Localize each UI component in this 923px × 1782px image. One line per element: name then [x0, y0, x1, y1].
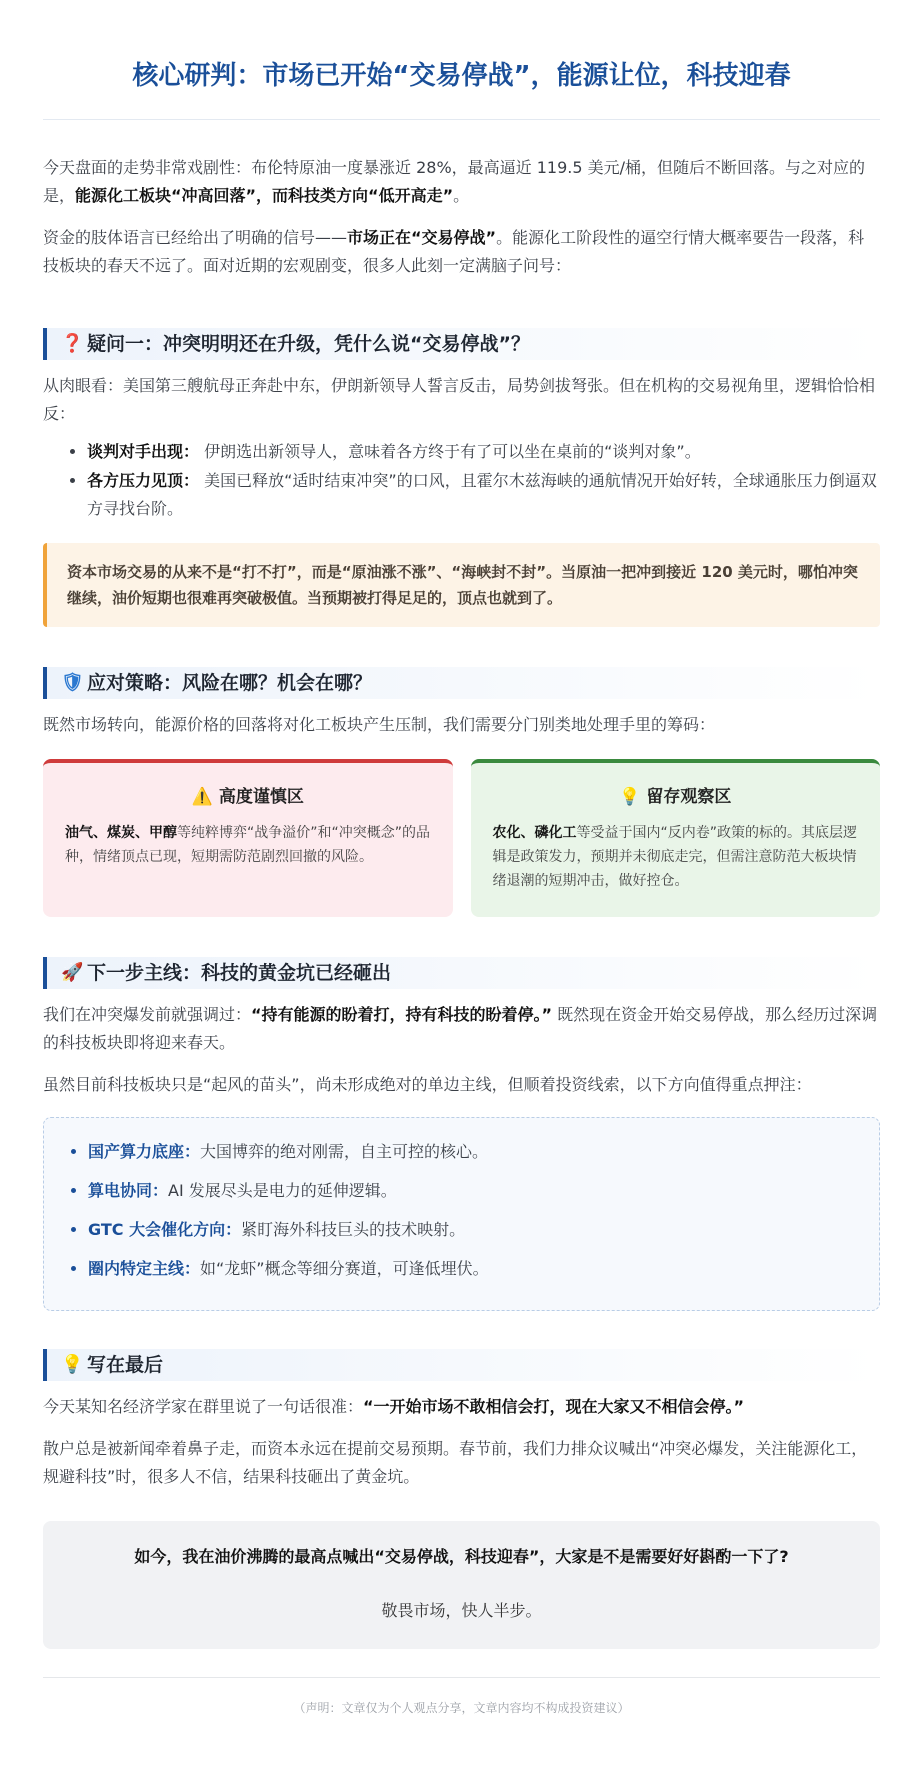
shield-icon: 🛡 [61, 672, 84, 693]
section-paragraph: 虽然目前科技板块只是“起风的苗头”，尚未形成绝对的单边主线，但顺着投资线索，以下方向值得重点押注： [43, 1075, 812, 1094]
focus-label: 圈内特定主线： [88, 1259, 201, 1278]
intro-text: 。能源化工阶段性的逼空行情大概率要告一段落，科技板块的春天不远了。面对近期的宏观剧变，很多人此刻一定满脑子问号： [43, 228, 865, 275]
text: 既然现在资金开始交易停战，那么经历过深调的科技板块即将迎来春天。 [43, 1005, 878, 1052]
section-heading-text: 疑问一：冲突明明还在升级，凭什么说“交易停战”？ [87, 333, 530, 355]
question-icon: ❓ [61, 333, 84, 354]
section-heading-text: 写在最后 [87, 1354, 164, 1376]
highlight-quote: 资本市场交易的从来不是“打不打”，而是“原油涨不涨”、“海峡封不封”。当原油一把冲到接近 120 美元时，哪怕冲突继续，油价短期也很难再突破极值。当预期被打得足足的，顶点也就到了。 [43, 543, 880, 627]
focus-text: 大国博弈的绝对刚需，自主可控的核心。 [200, 1142, 489, 1161]
section-heading-text: 应对策略：风险在哪？机会在哪？ [87, 672, 373, 694]
focus-text: 紧盯海外科技巨头的技术映射。 [241, 1220, 466, 1239]
card-body [493, 821, 859, 893]
section-heading-text: 下一步主线：科技的黄金坑已经砸出 [87, 962, 392, 984]
card-text: 等受益于国内“反内卷”政策的标的。其底层逻辑是政策发力，预期并未彻底走完，但需注意防范大板块情绪退潮的短期冲击，做好控仓。 [492, 825, 858, 889]
list-item-text: 伊朗选出新领导人，意味着各方终于有了可以坐在桌前的“谈判对象”。 [204, 442, 701, 461]
focus-text: 如“龙虾”概念等细分赛道，可逢低埋伏。 [200, 1259, 489, 1278]
watch-card [471, 759, 881, 917]
intro-text: 资金的肢体语言已经给出了明确的信号—— [43, 228, 348, 247]
risk-card [43, 759, 453, 917]
focus-item [88, 1216, 859, 1244]
section-paragraph: 既然市场转向，能源价格的回落将对化工板块产生压制，我们需要分门别类地处理手里的筹码： [43, 715, 716, 734]
card-bold: 油气、煤炭、甲醇 [65, 825, 177, 841]
focus-item [88, 1255, 859, 1283]
focus-label: 国产算力底座： [88, 1142, 201, 1161]
highlight-quote-text: “一开始市场不敢相信会打，现在大家又不相信会停。” [363, 1397, 745, 1416]
list-item [87, 438, 880, 466]
section-heading-mainline [43, 957, 880, 989]
intro-text: 今天盘面的走势非常戏剧性：布伦特原油一度暴涨近 28%，最高逼近 119.5 美元/桶，但随后不断回落。与之对应的是， [43, 158, 866, 205]
bullet-list [43, 438, 880, 523]
focus-list [88, 1138, 859, 1283]
disclaimer: （声明：文章仅为个人观点分享，文章内容均不构成投资建议） [43, 1677, 880, 1762]
card-title-text: 留存观察区 [646, 787, 732, 807]
intro-highlight: 能源化工板块“冲高回落”，而科技类方向“低开高走” [75, 186, 454, 205]
focus-item [88, 1177, 859, 1205]
warning-icon: ⚠️ [191, 787, 213, 807]
list-item [87, 467, 880, 523]
conclusion-question: 如今，我在油价沸腾的最高点喊出“交易停战，科技迎春”，大家是不是需要好好斟酌一下了? [134, 1547, 789, 1566]
page-title: 核心研判：市场已开始“交易停战”，能源让位，科技迎春 [43, 0, 880, 120]
rocket-icon: 🚀 [61, 962, 84, 983]
intro-paragraph-1 [43, 154, 880, 210]
intro-highlight: 市场正在“交易停战” [347, 228, 497, 247]
section-paragraph: 散户总是被新闻牵着鼻子走，而资本永远在提前交易预期。春节前，我们力排众议喊出“冲突必爆发，关注能源化工，规避科技”时，很多人不信，结果科技砸出了黄金坑。 [43, 1439, 868, 1486]
focus-label: 算电协同： [88, 1181, 169, 1200]
section-paragraph: 从肉眼看：美国第三艘航母正奔赴中东，伊朗新领导人誓言反击，局势剑拔弩张。但在机构的交易视角里，逻辑恰恰相反： [43, 376, 876, 423]
section-heading-closing [43, 1349, 880, 1381]
focus-text: AI 发展尽头是电力的延伸逻辑。 [168, 1181, 397, 1200]
card-text: 等纯粹博弈“战争溢价”和“冲突概念”的品种，情绪顶点已现，短期需防范剧烈回撤的风险。 [65, 825, 431, 865]
lightbulb-icon: 💡 [619, 787, 641, 807]
card-title-text: 高度谨慎区 [218, 787, 304, 807]
strategy-cards [43, 759, 880, 917]
card-bold: 农化、磷化工 [492, 825, 577, 841]
card-title [493, 785, 859, 809]
list-item-text: 美国已释放“适时结束冲突”的口风，且霍尔木兹海峡的通航情况开始好转，全球通胀压力倒逼双方寻找台阶。 [87, 471, 877, 518]
section-heading-question [43, 328, 880, 360]
focus-label: GTC 大会催化方向： [88, 1220, 242, 1239]
card-title [65, 785, 431, 809]
lightbulb-icon: 💡 [61, 1354, 84, 1375]
card-body [65, 821, 431, 869]
list-item-label: 各方压力见顶： [87, 471, 200, 490]
conclusion-slogan: 敬畏市场，快人半步。 [381, 1601, 542, 1620]
list-item-label: 谈判对手出现： [87, 442, 200, 461]
section-paragraph [43, 1001, 880, 1057]
highlight-text: “持有能源的盼着打，持有科技的盼着停。” [251, 1005, 553, 1024]
focus-item [88, 1138, 859, 1166]
conclusion-box [43, 1521, 880, 1649]
focus-directions-box [43, 1117, 880, 1311]
intro-text: 。 [453, 186, 470, 205]
text: 今天某知名经济学家在群里说了一句话很准： [43, 1397, 364, 1416]
text: 我们在冲突爆发前就强调过： [43, 1005, 252, 1024]
intro-paragraph-2 [43, 224, 880, 280]
section-paragraph [43, 1393, 880, 1421]
section-heading-strategy [43, 667, 880, 699]
